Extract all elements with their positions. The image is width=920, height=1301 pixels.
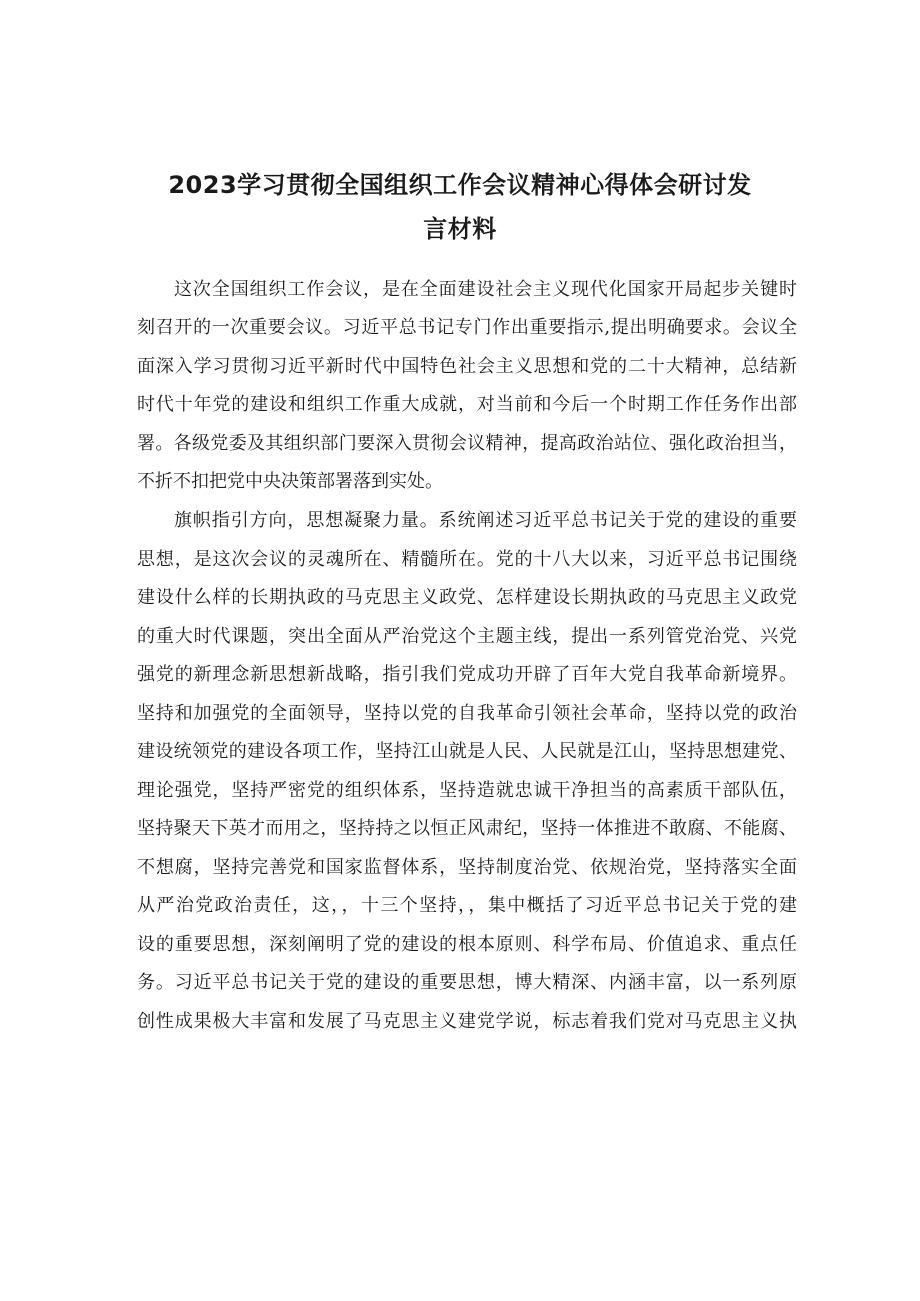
- paragraph-2-line: 设的重要思想，深刻阐明了党的建设的根本原则、科学布局、价值追求、重点任: [137, 934, 797, 955]
- paragraph-1-line: 刻召开的一次重要会议。习近平总书记专门作出重要指示,提出明确要求。会议全: [137, 317, 797, 338]
- paragraph-1-line: 时代十年党的建设和组织工作重大成就，对当前和今后一个时期工作任务作出部: [137, 394, 797, 415]
- paragraph-2-line: 务。习近平总书记关于党的建设的重要思想，博大精深、内涵丰富，以一系列原: [137, 972, 797, 993]
- paragraph-2-line: 强党的新理念新思想新战略，指引我们党成功开辟了百年大党自我革命新境界。: [137, 664, 797, 685]
- paragraph-1-line: 这次全国组织工作会议，是在全面建设社会主义现代化国家开局起步关键时: [174, 279, 797, 300]
- paragraph-1-line: 署。各级党委及其组织部门要深入贯彻会议精神，提高政治站位、强化政治担当，: [137, 433, 797, 454]
- paragraph-2-line: 不想腐，坚持完善党和国家监督体系，坚持制度治党、依规治党，坚持落实全面: [137, 857, 797, 878]
- paragraph-2-line: 坚持聚天下英才而用之，坚持持之以恒正风肃纪，坚持一体推进不敢腐、不能腐、: [137, 818, 797, 839]
- paragraph-2-line: 从严治党政治责任，这，，十三个坚持，，集中概括了习近平总书记关于党的建: [137, 895, 797, 916]
- paragraph-2-line: 建设什么样的长期执政的马克思主义政党、怎样建设长期执政的马克思主义政党: [137, 587, 797, 608]
- paragraph-2-line: 理论强党，坚持严密党的组织体系，坚持造就忠诚干净担当的高素质干部队伍，: [137, 780, 797, 801]
- document-title-line-1: 2023学习贯彻全国组织工作会议精神心得体会研讨发: [168, 171, 752, 199]
- paragraph-2-line: 创性成果极大丰富和发展了马克思主义建党学说，标志着我们党对马克思主义执: [137, 1011, 797, 1032]
- paragraph-1-line: 面深入学习贯彻习近平新时代中国特色社会主义思想和党的二十大精神，总结新: [137, 356, 797, 377]
- paragraph-2-line: 思想，是这次会议的灵魂所在、精髓所在。党的十八大以来，习近平总书记围绕: [137, 549, 797, 570]
- paragraph-1-line: 不折不扣把党中央决策部署落到实处。: [137, 471, 443, 492]
- paragraph-2-line: 旗帜指引方向，思想凝聚力量。系统阐述习近平总书记关于党的建设的重要: [174, 510, 797, 531]
- document-title-line-2: 言材料: [423, 215, 497, 243]
- paragraph-2-line: 建设统领党的建设各项工作，坚持江山就是人民、人民就是江山，坚持思想建党、: [137, 741, 797, 762]
- paragraph-2-line: 的重大时代课题，突出全面从严治党这个主题主线，提出一系列管党治党、兴党: [137, 626, 797, 647]
- paragraph-2-line: 坚持和加强党的全面领导，坚持以党的自我革命引领社会革命，坚持以党的政治: [137, 703, 797, 724]
